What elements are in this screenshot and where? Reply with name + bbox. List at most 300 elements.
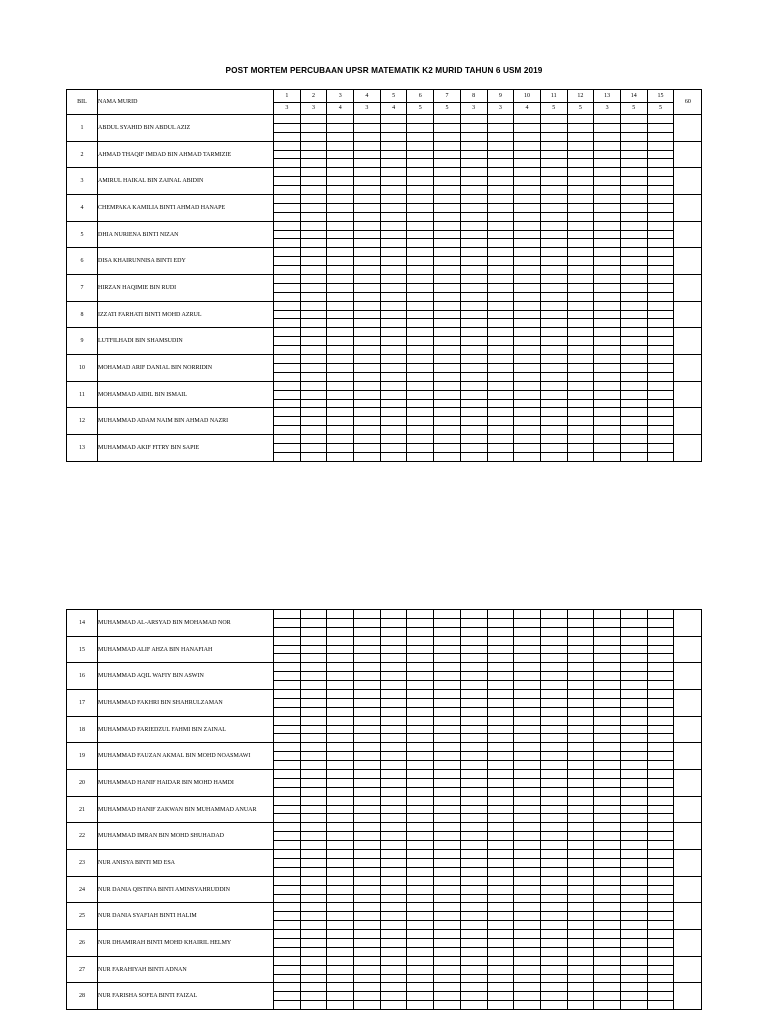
mark-cell[interactable]: [407, 257, 434, 266]
mark-cell[interactable]: [594, 796, 621, 805]
mark-cell[interactable]: [460, 248, 487, 257]
mark-cell[interactable]: [540, 363, 567, 372]
mark-cell[interactable]: [514, 221, 541, 230]
mark-cell[interactable]: [327, 921, 354, 930]
mark-cell[interactable]: [647, 319, 674, 328]
mark-cell[interactable]: [300, 770, 327, 779]
mark-cell[interactable]: [434, 707, 461, 716]
mark-cell[interactable]: [327, 734, 354, 743]
mark-cell[interactable]: [540, 787, 567, 796]
mark-cell[interactable]: [594, 894, 621, 903]
mark-cell[interactable]: [354, 266, 381, 275]
mark-cell[interactable]: [300, 426, 327, 435]
mark-cell[interactable]: [567, 195, 594, 204]
mark-cell[interactable]: [487, 672, 514, 681]
mark-cell[interactable]: [514, 876, 541, 885]
mark-cell[interactable]: [540, 992, 567, 1001]
mark-cell[interactable]: [407, 796, 434, 805]
mark-cell[interactable]: [407, 408, 434, 417]
mark-cell[interactable]: [327, 858, 354, 867]
mark-cell[interactable]: [327, 275, 354, 284]
mark-cell[interactable]: [567, 212, 594, 221]
mark-cell[interactable]: [647, 725, 674, 734]
mark-cell[interactable]: [407, 992, 434, 1001]
mark-cell[interactable]: [327, 248, 354, 257]
mark-cell[interactable]: [434, 319, 461, 328]
mark-cell[interactable]: [407, 814, 434, 823]
mark-cell[interactable]: [514, 355, 541, 364]
mark-cell[interactable]: [647, 239, 674, 248]
mark-cell[interactable]: [380, 912, 407, 921]
mark-cell[interactable]: [567, 734, 594, 743]
total-cell[interactable]: [674, 355, 702, 382]
mark-cell[interactable]: [380, 452, 407, 461]
mark-cell[interactable]: [620, 867, 647, 876]
mark-cell[interactable]: [274, 266, 301, 275]
mark-cell[interactable]: [327, 654, 354, 663]
mark-cell[interactable]: [567, 858, 594, 867]
mark-cell[interactable]: [620, 716, 647, 725]
mark-cell[interactable]: [647, 663, 674, 672]
mark-cell[interactable]: [300, 636, 327, 645]
mark-cell[interactable]: [620, 894, 647, 903]
mark-cell[interactable]: [540, 858, 567, 867]
mark-cell[interactable]: [620, 310, 647, 319]
mark-cell[interactable]: [380, 230, 407, 239]
mark-cell[interactable]: [327, 372, 354, 381]
mark-cell[interactable]: [300, 805, 327, 814]
total-cell[interactable]: [674, 983, 702, 1010]
mark-cell[interactable]: [487, 337, 514, 346]
mark-cell[interactable]: [647, 921, 674, 930]
mark-cell[interactable]: [274, 636, 301, 645]
mark-cell[interactable]: [380, 266, 407, 275]
mark-cell[interactable]: [487, 912, 514, 921]
mark-cell[interactable]: [274, 743, 301, 752]
mark-cell[interactable]: [354, 212, 381, 221]
mark-cell[interactable]: [594, 992, 621, 1001]
mark-cell[interactable]: [567, 752, 594, 761]
mark-cell[interactable]: [540, 841, 567, 850]
mark-cell[interactable]: [380, 346, 407, 355]
mark-cell[interactable]: [487, 823, 514, 832]
mark-cell[interactable]: [274, 221, 301, 230]
mark-cell[interactable]: [647, 743, 674, 752]
mark-cell[interactable]: [434, 301, 461, 310]
mark-cell[interactable]: [567, 435, 594, 444]
mark-cell[interactable]: [327, 663, 354, 672]
mark-cell[interactable]: [594, 707, 621, 716]
mark-cell[interactable]: [567, 610, 594, 619]
mark-cell[interactable]: [354, 716, 381, 725]
mark-cell[interactable]: [567, 707, 594, 716]
mark-cell[interactable]: [567, 248, 594, 257]
mark-cell[interactable]: [594, 301, 621, 310]
mark-cell[interactable]: [487, 203, 514, 212]
mark-cell[interactable]: [327, 355, 354, 364]
mark-cell[interactable]: [327, 426, 354, 435]
mark-cell[interactable]: [487, 355, 514, 364]
mark-cell[interactable]: [460, 319, 487, 328]
mark-cell[interactable]: [434, 770, 461, 779]
mark-cell[interactable]: [487, 381, 514, 390]
mark-cell[interactable]: [327, 390, 354, 399]
mark-cell[interactable]: [407, 752, 434, 761]
mark-cell[interactable]: [327, 159, 354, 168]
mark-cell[interactable]: [460, 195, 487, 204]
mark-cell[interactable]: [274, 903, 301, 912]
mark-cell[interactable]: [567, 690, 594, 699]
mark-cell[interactable]: [620, 921, 647, 930]
mark-cell[interactable]: [380, 141, 407, 150]
mark-cell[interactable]: [460, 636, 487, 645]
mark-cell[interactable]: [647, 983, 674, 992]
mark-cell[interactable]: [354, 983, 381, 992]
mark-cell[interactable]: [300, 992, 327, 1001]
mark-cell[interactable]: [407, 230, 434, 239]
mark-cell[interactable]: [434, 168, 461, 177]
mark-cell[interactable]: [514, 618, 541, 627]
mark-cell[interactable]: [540, 221, 567, 230]
mark-cell[interactable]: [487, 239, 514, 248]
mark-cell[interactable]: [620, 698, 647, 707]
mark-cell[interactable]: [327, 716, 354, 725]
mark-cell[interactable]: [407, 186, 434, 195]
mark-cell[interactable]: [300, 947, 327, 956]
mark-cell[interactable]: [434, 858, 461, 867]
mark-cell[interactable]: [354, 443, 381, 452]
mark-cell[interactable]: [354, 363, 381, 372]
mark-cell[interactable]: [514, 390, 541, 399]
mark-cell[interactable]: [407, 725, 434, 734]
mark-cell[interactable]: [434, 239, 461, 248]
mark-cell[interactable]: [354, 141, 381, 150]
mark-cell[interactable]: [594, 903, 621, 912]
mark-cell[interactable]: [300, 1001, 327, 1010]
mark-cell[interactable]: [487, 221, 514, 230]
mark-cell[interactable]: [274, 787, 301, 796]
mark-cell[interactable]: [540, 310, 567, 319]
mark-cell[interactable]: [567, 1001, 594, 1010]
mark-cell[interactable]: [274, 814, 301, 823]
mark-cell[interactable]: [460, 123, 487, 132]
mark-cell[interactable]: [380, 974, 407, 983]
mark-cell[interactable]: [327, 150, 354, 159]
mark-cell[interactable]: [380, 390, 407, 399]
mark-cell[interactable]: [594, 965, 621, 974]
total-cell[interactable]: [674, 663, 702, 690]
mark-cell[interactable]: [594, 159, 621, 168]
mark-cell[interactable]: [460, 823, 487, 832]
mark-cell[interactable]: [487, 283, 514, 292]
mark-cell[interactable]: [300, 618, 327, 627]
mark-cell[interactable]: [434, 947, 461, 956]
mark-cell[interactable]: [407, 337, 434, 346]
mark-cell[interactable]: [380, 965, 407, 974]
mark-cell[interactable]: [487, 743, 514, 752]
mark-cell[interactable]: [327, 452, 354, 461]
mark-cell[interactable]: [274, 698, 301, 707]
mark-cell[interactable]: [354, 301, 381, 310]
mark-cell[interactable]: [327, 337, 354, 346]
mark-cell[interactable]: [434, 743, 461, 752]
mark-cell[interactable]: [380, 698, 407, 707]
mark-cell[interactable]: [327, 132, 354, 141]
mark-cell[interactable]: [434, 408, 461, 417]
mark-cell[interactable]: [300, 654, 327, 663]
mark-cell[interactable]: [327, 212, 354, 221]
mark-cell[interactable]: [567, 930, 594, 939]
mark-cell[interactable]: [300, 787, 327, 796]
mark-cell[interactable]: [327, 867, 354, 876]
mark-cell[interactable]: [300, 681, 327, 690]
mark-cell[interactable]: [407, 645, 434, 654]
mark-cell[interactable]: [354, 725, 381, 734]
mark-cell[interactable]: [460, 230, 487, 239]
mark-cell[interactable]: [487, 690, 514, 699]
mark-cell[interactable]: [327, 707, 354, 716]
mark-cell[interactable]: [380, 876, 407, 885]
mark-cell[interactable]: [487, 310, 514, 319]
mark-cell[interactable]: [540, 663, 567, 672]
mark-cell[interactable]: [407, 132, 434, 141]
mark-cell[interactable]: [540, 239, 567, 248]
mark-cell[interactable]: [380, 363, 407, 372]
mark-cell[interactable]: [434, 956, 461, 965]
mark-cell[interactable]: [594, 690, 621, 699]
mark-cell[interactable]: [434, 841, 461, 850]
mark-cell[interactable]: [620, 930, 647, 939]
mark-cell[interactable]: [567, 912, 594, 921]
mark-cell[interactable]: [354, 328, 381, 337]
mark-cell[interactable]: [274, 850, 301, 859]
mark-cell[interactable]: [434, 654, 461, 663]
mark-cell[interactable]: [380, 832, 407, 841]
mark-cell[interactable]: [354, 195, 381, 204]
mark-cell[interactable]: [620, 672, 647, 681]
mark-cell[interactable]: [460, 983, 487, 992]
mark-cell[interactable]: [460, 796, 487, 805]
mark-cell[interactable]: [327, 195, 354, 204]
mark-cell[interactable]: [620, 787, 647, 796]
mark-cell[interactable]: [620, 903, 647, 912]
mark-cell[interactable]: [327, 823, 354, 832]
mark-cell[interactable]: [460, 1001, 487, 1010]
mark-cell[interactable]: [460, 310, 487, 319]
mark-cell[interactable]: [567, 983, 594, 992]
mark-cell[interactable]: [647, 690, 674, 699]
mark-cell[interactable]: [407, 770, 434, 779]
mark-cell[interactable]: [540, 912, 567, 921]
mark-cell[interactable]: [514, 858, 541, 867]
mark-cell[interactable]: [647, 408, 674, 417]
mark-cell[interactable]: [460, 452, 487, 461]
mark-cell[interactable]: [647, 230, 674, 239]
mark-cell[interactable]: [274, 292, 301, 301]
mark-cell[interactable]: [567, 823, 594, 832]
mark-cell[interactable]: [647, 159, 674, 168]
mark-cell[interactable]: [487, 230, 514, 239]
mark-cell[interactable]: [407, 698, 434, 707]
mark-cell[interactable]: [434, 645, 461, 654]
mark-cell[interactable]: [407, 221, 434, 230]
mark-cell[interactable]: [540, 159, 567, 168]
mark-cell[interactable]: [327, 435, 354, 444]
mark-cell[interactable]: [540, 248, 567, 257]
mark-cell[interactable]: [434, 337, 461, 346]
mark-cell[interactable]: [380, 814, 407, 823]
mark-cell[interactable]: [300, 610, 327, 619]
mark-cell[interactable]: [300, 894, 327, 903]
mark-cell[interactable]: [327, 832, 354, 841]
mark-cell[interactable]: [567, 770, 594, 779]
mark-cell[interactable]: [540, 408, 567, 417]
mark-cell[interactable]: [514, 778, 541, 787]
mark-cell[interactable]: [487, 417, 514, 426]
mark-cell[interactable]: [594, 672, 621, 681]
mark-cell[interactable]: [620, 177, 647, 186]
mark-cell[interactable]: [407, 654, 434, 663]
mark-cell[interactable]: [434, 372, 461, 381]
mark-cell[interactable]: [354, 885, 381, 894]
mark-cell[interactable]: [460, 159, 487, 168]
mark-cell[interactable]: [327, 983, 354, 992]
mark-cell[interactable]: [460, 141, 487, 150]
mark-cell[interactable]: [647, 355, 674, 364]
mark-cell[interactable]: [620, 690, 647, 699]
mark-cell[interactable]: [380, 903, 407, 912]
mark-cell[interactable]: [460, 761, 487, 770]
mark-cell[interactable]: [434, 355, 461, 364]
mark-cell[interactable]: [487, 426, 514, 435]
mark-cell[interactable]: [460, 814, 487, 823]
mark-cell[interactable]: [594, 938, 621, 947]
mark-cell[interactable]: [620, 832, 647, 841]
mark-cell[interactable]: [354, 823, 381, 832]
mark-cell[interactable]: [594, 912, 621, 921]
mark-cell[interactable]: [300, 390, 327, 399]
mark-cell[interactable]: [300, 435, 327, 444]
mark-cell[interactable]: [514, 645, 541, 654]
mark-cell[interactable]: [647, 734, 674, 743]
mark-cell[interactable]: [620, 381, 647, 390]
mark-cell[interactable]: [274, 363, 301, 372]
mark-cell[interactable]: [594, 974, 621, 983]
mark-cell[interactable]: [594, 328, 621, 337]
mark-cell[interactable]: [540, 752, 567, 761]
mark-cell[interactable]: [327, 930, 354, 939]
mark-cell[interactable]: [487, 885, 514, 894]
mark-cell[interactable]: [434, 159, 461, 168]
mark-cell[interactable]: [567, 867, 594, 876]
total-cell[interactable]: [674, 168, 702, 195]
mark-cell[interactable]: [620, 230, 647, 239]
mark-cell[interactable]: [300, 974, 327, 983]
mark-cell[interactable]: [567, 275, 594, 284]
mark-cell[interactable]: [380, 947, 407, 956]
mark-cell[interactable]: [514, 168, 541, 177]
mark-cell[interactable]: [354, 938, 381, 947]
mark-cell[interactable]: [540, 417, 567, 426]
mark-cell[interactable]: [300, 796, 327, 805]
mark-cell[interactable]: [594, 372, 621, 381]
mark-cell[interactable]: [620, 399, 647, 408]
mark-cell[interactable]: [540, 1001, 567, 1010]
mark-cell[interactable]: [327, 850, 354, 859]
mark-cell[interactable]: [274, 159, 301, 168]
mark-cell[interactable]: [567, 372, 594, 381]
mark-cell[interactable]: [594, 770, 621, 779]
mark-cell[interactable]: [327, 725, 354, 734]
mark-cell[interactable]: [540, 761, 567, 770]
mark-cell[interactable]: [407, 301, 434, 310]
mark-cell[interactable]: [434, 983, 461, 992]
mark-cell[interactable]: [460, 610, 487, 619]
mark-cell[interactable]: [354, 698, 381, 707]
mark-cell[interactable]: [274, 417, 301, 426]
mark-cell[interactable]: [567, 663, 594, 672]
mark-cell[interactable]: [274, 921, 301, 930]
mark-cell[interactable]: [300, 346, 327, 355]
mark-cell[interactable]: [380, 292, 407, 301]
mark-cell[interactable]: [380, 381, 407, 390]
mark-cell[interactable]: [487, 627, 514, 636]
mark-cell[interactable]: [327, 805, 354, 814]
mark-cell[interactable]: [567, 292, 594, 301]
total-cell[interactable]: [674, 408, 702, 435]
mark-cell[interactable]: [514, 823, 541, 832]
mark-cell[interactable]: [434, 912, 461, 921]
mark-cell[interactable]: [487, 248, 514, 257]
mark-cell[interactable]: [594, 452, 621, 461]
mark-cell[interactable]: [487, 275, 514, 284]
mark-cell[interactable]: [514, 399, 541, 408]
mark-cell[interactable]: [460, 355, 487, 364]
mark-cell[interactable]: [354, 974, 381, 983]
mark-cell[interactable]: [300, 399, 327, 408]
mark-cell[interactable]: [407, 805, 434, 814]
mark-cell[interactable]: [354, 355, 381, 364]
mark-cell[interactable]: [647, 283, 674, 292]
mark-cell[interactable]: [620, 275, 647, 284]
mark-cell[interactable]: [487, 938, 514, 947]
mark-cell[interactable]: [514, 417, 541, 426]
mark-cell[interactable]: [487, 328, 514, 337]
mark-cell[interactable]: [514, 698, 541, 707]
mark-cell[interactable]: [274, 337, 301, 346]
mark-cell[interactable]: [434, 672, 461, 681]
mark-cell[interactable]: [380, 743, 407, 752]
mark-cell[interactable]: [567, 974, 594, 983]
mark-cell[interactable]: [647, 770, 674, 779]
mark-cell[interactable]: [567, 636, 594, 645]
mark-cell[interactable]: [460, 417, 487, 426]
mark-cell[interactable]: [540, 698, 567, 707]
mark-cell[interactable]: [327, 885, 354, 894]
mark-cell[interactable]: [514, 372, 541, 381]
mark-cell[interactable]: [647, 956, 674, 965]
mark-cell[interactable]: [274, 435, 301, 444]
mark-cell[interactable]: [540, 141, 567, 150]
mark-cell[interactable]: [327, 778, 354, 787]
mark-cell[interactable]: [407, 627, 434, 636]
mark-cell[interactable]: [567, 186, 594, 195]
mark-cell[interactable]: [274, 992, 301, 1001]
mark-cell[interactable]: [380, 408, 407, 417]
mark-cell[interactable]: [407, 346, 434, 355]
mark-cell[interactable]: [620, 328, 647, 337]
mark-cell[interactable]: [354, 796, 381, 805]
